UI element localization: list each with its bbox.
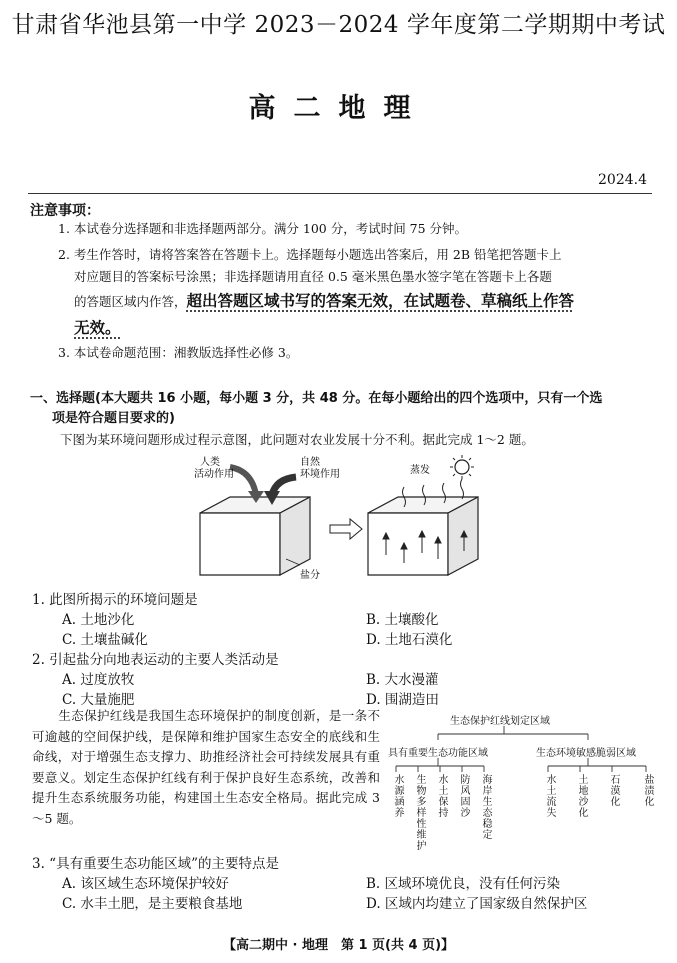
q1-option-d: D. 土地石漠化: [366, 632, 453, 648]
q2-option-c: C. 大量施肥: [62, 692, 135, 708]
q1-option-c: C. 土壤盐碱化: [62, 632, 148, 648]
tree-leaf-biodiversity: 生物多样性维护: [414, 774, 425, 851]
label-nature: 自然: [300, 457, 320, 468]
right-block-front: [368, 513, 448, 575]
section-intro: 下图为某环境问题形成过程示意图，此问题对农业发展十分不利。据此完成 1～2 题。: [60, 432, 534, 447]
section-heading: [30, 389, 655, 429]
q3-option-d: D. 区域内均建立了国家级自然保护区: [366, 896, 588, 912]
section-heading-line1: 一、选择题(本大题共 16 小题，每小题 3 分，共 48 分。在每小题给出的四个选项中，只有一个选: [30, 391, 603, 406]
question-2: 2. 引起盐分向地表运动的主要人类活动是: [32, 652, 279, 668]
q1-option-a: A. 土地沙化: [62, 612, 135, 628]
passage-text: 生态保护红线是我国生态环境保护的制度创新，是一条不可逾越的空间保护线，是保障和维护国家生态安全的底线和生命线，对于增强生态支撑力、助推经济社会可持续发展具有重要意义。划定生态保护红线有利于保护良好生态系统，改善和提升生态系统服务功能，构建国土生态安全格局。据此完成 3～5 题。: [32, 708, 380, 826]
exam-date: 2024.4: [598, 172, 647, 188]
tree-leaf-soil-erosion: 水土流失: [544, 774, 555, 818]
notice-item-2: [58, 244, 658, 342]
tree-leaf-soil-conservation: 水土保持: [436, 774, 447, 818]
tree-right-branch: 生态环境敏感脆弱区域: [536, 748, 636, 759]
label-human-2: 活动作用: [194, 469, 234, 480]
notice-emphasis-2: 无效。: [74, 319, 121, 337]
tree-left-branch: 具有重要生态功能区域: [388, 748, 488, 759]
label-nature-2: 环境作用: [300, 469, 340, 480]
notice-item-2-line1: 2. 考生作答时，请将答案答在答题卡上。选择题每小题选出答案后，用 2B 铅笔把答题卡上: [58, 247, 562, 262]
header-divider: [28, 193, 652, 194]
tree-leaf-coast-stability: 海岸生态稳定: [480, 774, 491, 840]
notice-item-1: 1. 本试卷分选择题和非选择题两部分。满分 100 分，考试时间 75 分钟。: [58, 221, 468, 236]
sun-icon: [450, 455, 474, 479]
q3-option-c: C. 水丰土肥，是主要粮食基地: [62, 896, 243, 912]
q2-option-d: D. 围湖造田: [366, 692, 439, 708]
q2-option-b: B. 大水漫灌: [366, 672, 439, 688]
tree-leaf-desertification: 土地沙化: [576, 774, 587, 818]
label-evaporation: 蒸发: [410, 465, 430, 476]
notice-heading: 注意事项：: [30, 203, 100, 219]
section-heading-line2: 项是符合题目要求的): [52, 411, 175, 426]
question-3: 3. “具有重要生态功能区域”的主要特点是: [32, 856, 279, 872]
passage-ecological-redline: [32, 706, 380, 829]
q2-option-a: A. 过度放牧: [62, 672, 135, 688]
notice-emphasis-1: 超出答题区域书写的答案无效，在试题卷、草稿纸上作答: [186, 292, 575, 310]
salinization-diagram: [190, 455, 500, 583]
tree-leaf-rocky-desertification: 石漠化: [608, 774, 619, 807]
label-human: 人类: [200, 457, 220, 468]
label-salt: 盐分: [300, 570, 320, 581]
left-block-front: [200, 513, 280, 575]
subject-title: 高二地理: [248, 93, 429, 124]
tree-leaf-salinization: 盐渍化: [642, 774, 653, 807]
tree-root: 生态保护红线划定区域: [450, 716, 550, 727]
q3-option-b: B. 区域环境优良，没有任何污染: [366, 876, 561, 892]
exam-title: 甘肃省华池县第一中学 2023－2024 学年度第二学期期中考试: [11, 12, 666, 38]
q3-option-a: A. 该区域生态环境保护较好: [62, 876, 229, 892]
tree-leaf-water-conservation: 水源涵养: [392, 774, 403, 818]
q1-option-b: B. 土壤酸化: [366, 612, 439, 628]
redline-tree-diagram: [388, 712, 656, 862]
notice-item-2-line3: 的答题区域内作答，: [74, 294, 187, 309]
question-1: 1. 此图所揭示的环境问题是: [32, 592, 198, 608]
notice-item-3: 3. 本试卷命题范围：湘教版选择性必修 3。: [58, 345, 299, 360]
transition-arrow: [330, 519, 362, 539]
tree-leaf-windbreak: 防风固沙: [458, 774, 469, 818]
notice-item-2-line2: 对应题目的答案标号涂黑；非选择题请用直径 0.5 毫米黑色墨水签字笔在答题卡上各题: [74, 269, 552, 284]
page-footer: 【高二期中 · 地理 第 1 页(共 4 页)】: [222, 938, 455, 953]
